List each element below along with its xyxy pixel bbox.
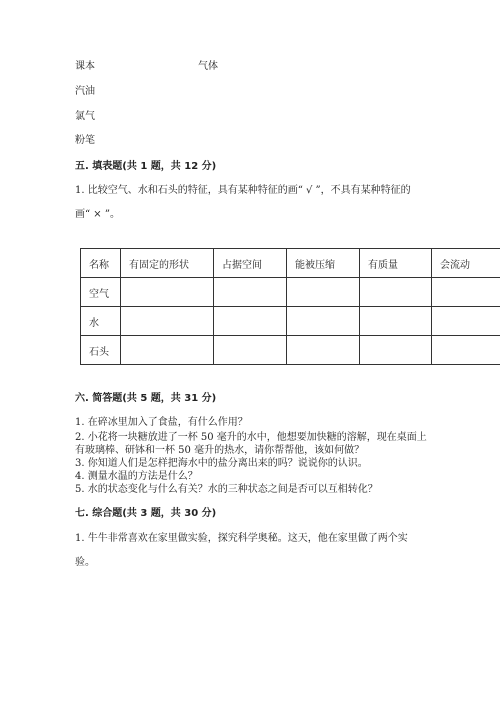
table-cell[interactable] [121, 336, 214, 365]
section6-line: 3. 你知道人们是怎样把海水中的盐分离出来的吗？说说你的认识。 [75, 458, 368, 469]
row-label-stone: 石头 [81, 336, 121, 365]
section5-heading: 五. 填表题(共 1 题，共 12 分) [75, 161, 217, 172]
section7-heading: 七. 综合题(共 3 题，共 30 分) [75, 508, 217, 519]
section6-line: 2. 小花将一块糖放进了一杯 50 毫升的水中，他想要加快糖的溶解，现在桌面上 [75, 432, 427, 443]
table-cell[interactable] [214, 336, 287, 365]
item-textbook: 课本 [75, 61, 95, 72]
table-cell[interactable] [214, 307, 287, 336]
table-cell[interactable] [360, 307, 432, 336]
table-cell[interactable] [360, 278, 432, 307]
table-header-cell: 名称 [81, 249, 121, 278]
table-row [81, 307, 500, 336]
row-label-water: 水 [81, 307, 121, 336]
item-chlorine: 氯气 [75, 111, 95, 122]
section6-heading: 六. 简答题(共 5 题，共 31 分) [75, 393, 217, 404]
table-cell[interactable] [121, 278, 214, 307]
section6-line: 5. 水的状态变化与什么有关？水的三种状态之间是否可以互相转化？ [75, 484, 378, 495]
section5-question-line1: 1. 比较空气、水和石头的特征，具有某种特征的画“ √ ”，不具有某种特征的 [75, 185, 411, 196]
section6-line: 4. 测量水温的方法是什么？ [75, 471, 198, 482]
table-cell[interactable] [287, 307, 360, 336]
section7-question-line2: 验。 [75, 557, 95, 568]
table-header-cell: 有质量 [360, 249, 432, 278]
table-cell[interactable] [432, 336, 500, 365]
table-cell[interactable] [214, 278, 287, 307]
table-cell[interactable] [287, 278, 360, 307]
section6-line: 有玻璃棒、研钵和一杯 50 毫升的热水，请你帮帮他，该如何做？ [75, 445, 365, 456]
feature-table [80, 248, 500, 365]
row-label-air: 空气 [81, 278, 121, 307]
table-row [81, 278, 500, 307]
section5-question-line2: 画“ × ”。 [75, 209, 120, 220]
table-header-row [81, 249, 500, 278]
section6-line: 1. 在碎冰里加入了食盐，有什么作用？ [75, 417, 248, 428]
table-cell[interactable] [121, 307, 214, 336]
section7-question-line1: 1. 牛牛非常喜欢在家里做实验，探究科学奥秘。这天，他在家里做了两个实 [75, 533, 408, 544]
table-header-cell: 会流动 [432, 249, 500, 278]
table-cell[interactable] [432, 278, 500, 307]
table-header-cell: 占据空间 [214, 249, 287, 278]
item-gas: 气体 [198, 61, 218, 72]
item-gasoline: 汽油 [75, 86, 95, 97]
table-cell[interactable] [287, 336, 360, 365]
table-cell[interactable] [360, 336, 432, 365]
table-header-cell: 有固定的形状 [121, 249, 214, 278]
table-cell[interactable] [432, 307, 500, 336]
item-chalk: 粉笔 [75, 135, 95, 146]
table-row [81, 336, 500, 365]
table-header-cell: 能被压缩 [287, 249, 360, 278]
